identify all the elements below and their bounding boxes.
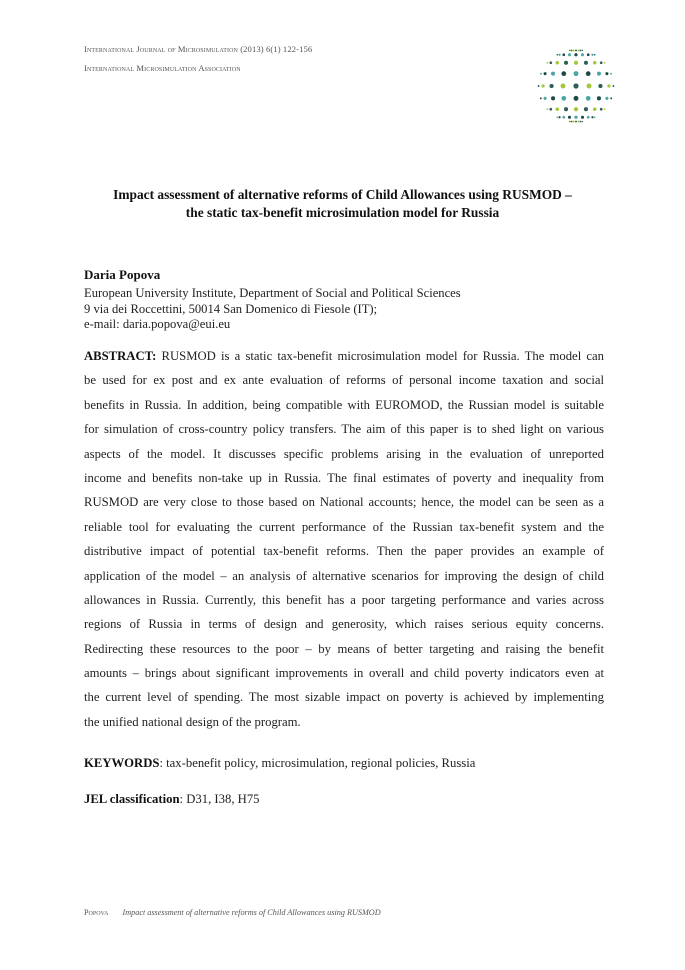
keywords-label: KEYWORDS xyxy=(84,756,160,770)
logo-dot xyxy=(562,53,565,56)
logo-dot xyxy=(575,121,577,123)
abstract-line xyxy=(84,661,604,685)
logo-dot xyxy=(577,121,579,123)
abstract-line-text: distributive impact of potential tax-benefit reforms. Then the paper provides an example of xyxy=(84,544,604,559)
logo-dot xyxy=(586,71,591,76)
author-name: Daria Popova xyxy=(84,267,161,282)
logo-dot xyxy=(551,72,555,76)
logo-dot xyxy=(582,121,583,122)
abstract-line xyxy=(84,612,604,636)
jel-label: JEL classification xyxy=(84,792,180,806)
logo-dot xyxy=(573,50,575,52)
logo-dot xyxy=(605,97,608,100)
logo-dot xyxy=(538,85,540,87)
email[interactable]: e-mail: daria.popova@eui.eu xyxy=(84,317,231,331)
logo-dot xyxy=(573,83,578,88)
abstract-line xyxy=(84,442,604,466)
logo-dot xyxy=(574,107,578,111)
abstract-line xyxy=(84,685,604,709)
logo-dot xyxy=(600,61,603,64)
abstract-line xyxy=(84,637,604,661)
logo-dot xyxy=(597,72,601,76)
keywords-text: : tax-benefit policy, microsimulation, regional policies, Russia xyxy=(159,756,476,770)
logo-dot xyxy=(574,53,577,56)
journal-header: International Journal of Microsimulation (2013) 6(1) 122-156 xyxy=(84,44,313,54)
logo-dot xyxy=(574,61,578,65)
logo-dot xyxy=(570,50,572,52)
author-affiliation-block xyxy=(84,286,461,333)
title-line-2: the static tax-benefit microsimulation model for Russia xyxy=(185,205,500,220)
address: 9 via dei Roccettini, 50014 San Domenico di Fiesole (IT); xyxy=(84,301,378,316)
logo-dot xyxy=(597,96,601,100)
abstract-line-text: reliable tool for evaluating the current performance of the Russian tax-benefit system and the xyxy=(84,519,604,534)
page-footer xyxy=(84,908,381,917)
logo-dot xyxy=(581,116,584,119)
abstract-label: ABSTRACT: xyxy=(84,349,157,363)
abstract-line xyxy=(84,539,604,563)
abstract-line xyxy=(84,564,604,588)
keywords xyxy=(84,756,475,771)
logo-dot xyxy=(593,107,597,111)
abstract-line xyxy=(84,588,604,612)
footer-author: Popova xyxy=(84,908,109,917)
logo-dot xyxy=(582,50,583,51)
abstract-line-text: the unified national design of the program. xyxy=(84,714,301,729)
logo-dot xyxy=(587,84,592,89)
logo-dot xyxy=(591,54,593,56)
dotted-globe-logo-icon xyxy=(532,42,620,130)
jel-classification xyxy=(84,792,260,807)
logo-dot xyxy=(604,62,606,64)
logo-dot xyxy=(568,53,571,56)
logo-dot xyxy=(573,121,575,123)
logo-dot xyxy=(562,116,565,119)
abstract-line-text: for simulation of cross-country policy transfers. The aim of this paper is to shed light on various xyxy=(84,422,604,437)
logo-dot xyxy=(557,116,559,118)
logo-dot xyxy=(556,107,560,111)
abstract-line-text: RUSMOD are very close to those based on National accounts; hence, the model can be seen as a xyxy=(84,495,604,510)
logo-dot xyxy=(571,50,573,52)
logo-dot xyxy=(557,54,559,56)
footer-title: Impact assessment of alternative reforms of Child Allowances using RUSMOD xyxy=(122,908,381,917)
logo-dot xyxy=(561,71,566,76)
affiliation: European University Institute, Department of Social and Political Sciences xyxy=(84,286,461,300)
abstract-line xyxy=(84,490,604,514)
abstract-line-text: RUSMOD is a static tax-benefit microsimulation model for Russia. The model can xyxy=(156,349,604,363)
logo-dot xyxy=(579,50,581,52)
paper-title xyxy=(60,186,625,222)
logo-dot xyxy=(594,116,596,118)
abstract-line-text: aspects of the model. It discusses specific problems arising in the evaluation of unreported xyxy=(84,446,604,461)
logo-dot xyxy=(568,116,571,119)
logo-dot xyxy=(549,84,553,88)
logo-dot xyxy=(549,108,552,111)
logo-dot xyxy=(575,50,577,52)
title-line-1: Impact assessment of alternative reforms of Child Allowances using RUSMOD – xyxy=(113,187,572,202)
abstract-line-text: regions of Russia in terms of design and generosity, which raises serious equity concerns. xyxy=(84,617,604,632)
abstract-line xyxy=(84,710,604,734)
logo-dot xyxy=(581,53,584,56)
abstract-line xyxy=(84,417,604,441)
logo-dot xyxy=(574,96,579,101)
logo-dot xyxy=(586,96,591,101)
logo-dot xyxy=(540,73,542,75)
logo-dot xyxy=(564,61,568,65)
abstract xyxy=(84,344,604,734)
abstract-line-text: be used for ex post and ex ante evaluation of reforms of personal income taxation and social xyxy=(84,373,604,388)
logo-dot xyxy=(561,96,566,101)
logo-dot xyxy=(587,53,590,56)
logo-dot xyxy=(544,97,547,100)
logo-dot xyxy=(551,96,555,100)
logo-dot xyxy=(604,108,606,110)
logo-dot xyxy=(541,84,544,87)
logo-dot xyxy=(549,61,552,64)
logo-dot xyxy=(556,61,560,65)
logo-dot xyxy=(540,97,542,99)
logo-dot xyxy=(610,73,612,75)
logo-dot xyxy=(561,84,566,89)
abstract-line-text: amounts – brings about significant improvements in overall and child poverty indicators even at xyxy=(84,666,604,681)
jel-text: : D31, I38, H75 xyxy=(179,792,260,806)
logo-dot xyxy=(579,121,581,123)
logo-dot xyxy=(574,116,577,119)
logo-dot xyxy=(570,121,572,123)
logo-dot xyxy=(558,54,560,56)
logo-dot xyxy=(594,54,596,56)
abstract-line-text: Redirecting these resources to the poor – by means of better targeting and raising the benefit xyxy=(84,641,604,656)
association-header: International Microsimulation Association xyxy=(84,63,241,73)
logo-dot xyxy=(584,107,588,111)
abstract-line-text: the current level of spending. The most sizable impact on poverty is achieved by implementing xyxy=(84,690,604,705)
abstract-line-text: income and benefits non-take up in Russia. The final estimates of poverty and inequality from xyxy=(84,470,604,485)
logo-dot xyxy=(607,84,610,87)
logo-dot xyxy=(558,116,560,118)
logo-dot xyxy=(546,108,548,110)
abstract-line xyxy=(84,344,604,368)
logo-dot xyxy=(600,108,603,111)
abstract-line-text: benefits in Russia. In addition, being compatible with EUROMOD, the Russian model is suitable xyxy=(84,397,604,412)
abstract-line-text: allowances in Russia. Currently, this benefit has a poor targeting performance and varies across xyxy=(84,592,604,607)
logo-dot xyxy=(593,61,597,65)
logo-dot xyxy=(574,71,579,76)
abstract-line-text: application of the model – an analysis of alternative scenarios for improving the design of child xyxy=(84,568,604,583)
logo-dot xyxy=(598,84,602,88)
logo-dot xyxy=(587,116,590,119)
logo-dot xyxy=(584,61,588,65)
logo-dot xyxy=(612,85,614,87)
logo-dot xyxy=(605,72,608,75)
logo-dot xyxy=(571,121,573,123)
abstract-line xyxy=(84,368,604,392)
abstract-line xyxy=(84,515,604,539)
logo-dot xyxy=(564,107,568,111)
logo-dot xyxy=(544,72,547,75)
abstract-line xyxy=(84,466,604,490)
logo-dot xyxy=(577,50,579,52)
logo-dot xyxy=(591,116,593,118)
abstract-line xyxy=(84,393,604,417)
logo-dot xyxy=(610,97,612,99)
logo-dot xyxy=(546,62,548,64)
